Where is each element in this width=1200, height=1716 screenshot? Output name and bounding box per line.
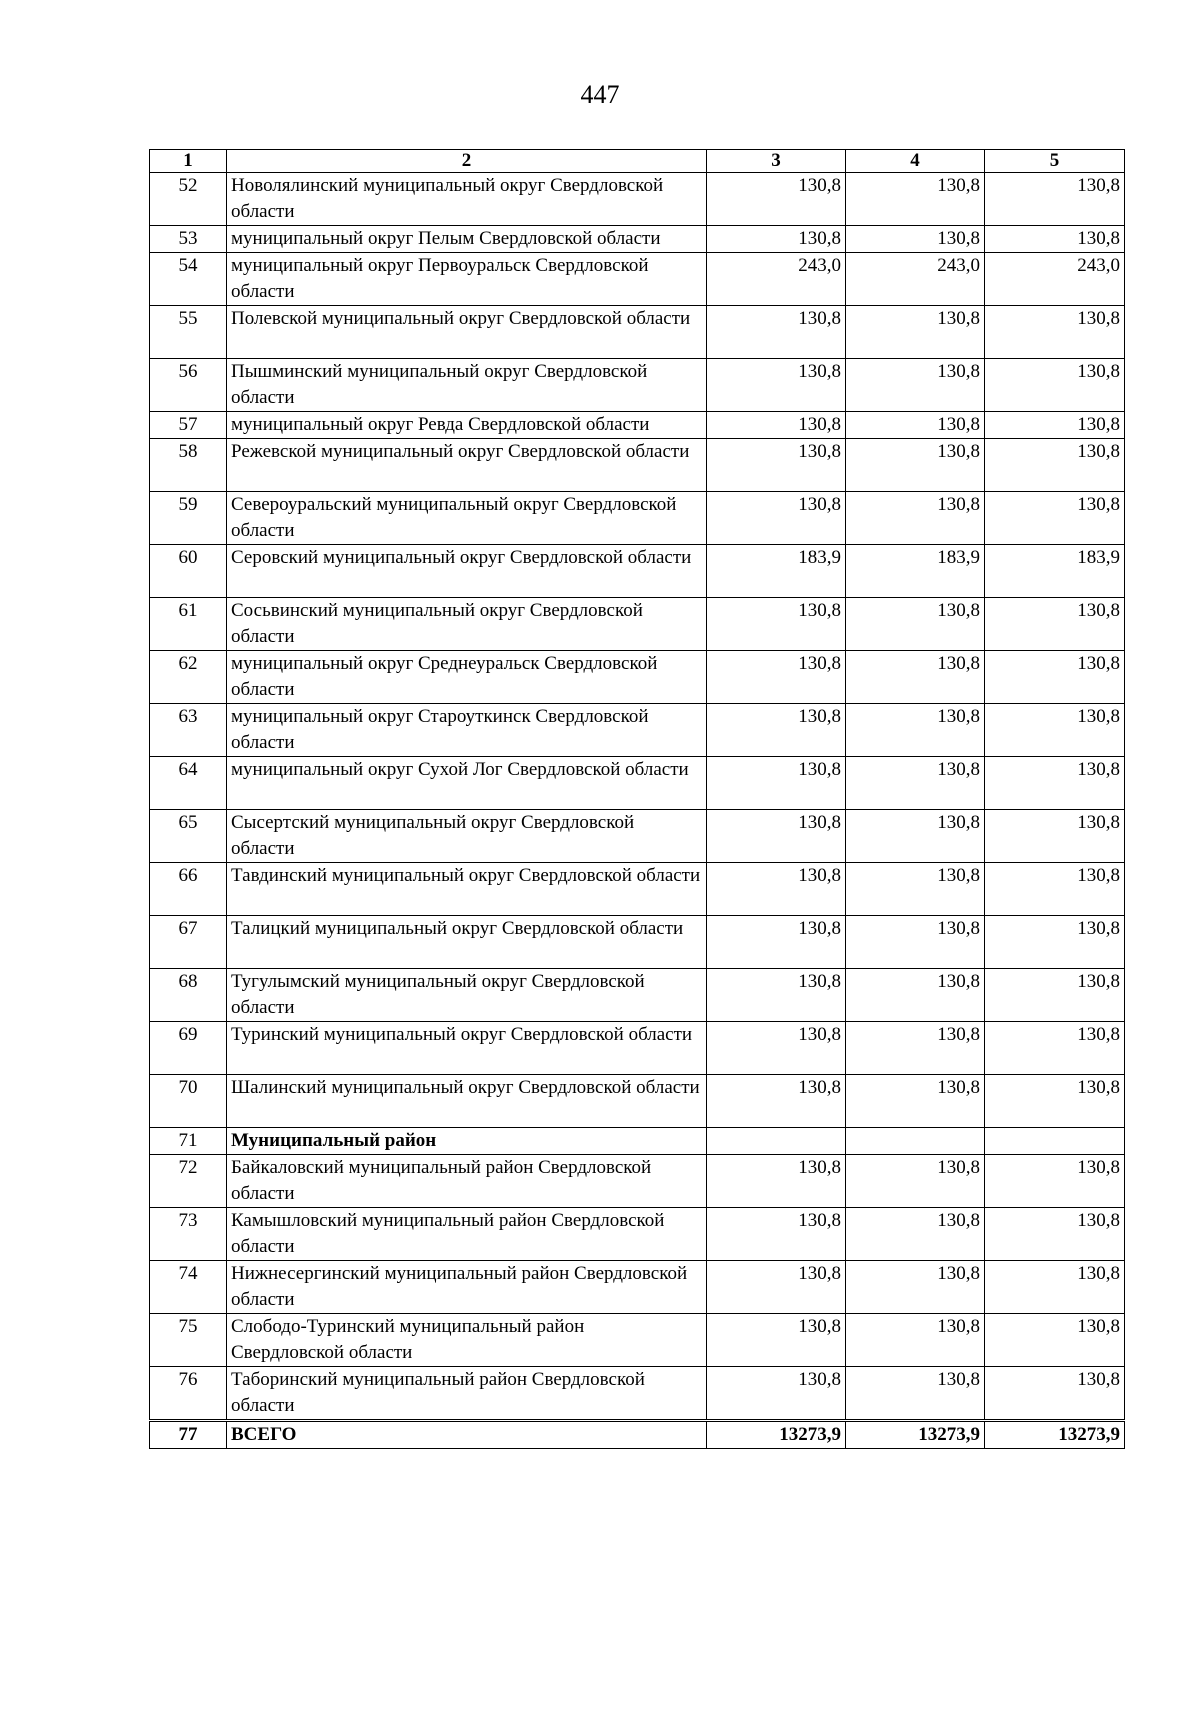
row-value-col4-cell: 130,8 [846,757,985,810]
row-value-col3-cell: 130,8 [707,439,846,492]
table-row [150,253,1125,306]
column-header-2: 2 [227,150,707,173]
row-value-col5-cell: 130,8 [985,598,1125,651]
row-value-col4-cell: 130,8 [846,226,985,253]
row-value-col4-cell: 130,8 [846,359,985,412]
row-value-col3-cell: 130,8 [707,916,846,969]
row-number-cell: 62 [150,651,227,704]
row-number-cell: 59 [150,492,227,545]
row-number-cell: 55 [150,306,227,359]
row-number-cell: 60 [150,545,227,598]
table-row [150,810,1125,863]
row-value-col3-cell: 130,8 [707,1022,846,1075]
table-row [150,359,1125,412]
row-value-col5-cell: 130,8 [985,412,1125,439]
row-name-cell: Талицкий муниципальный округ Свердловской области [227,916,707,969]
table-row [150,1367,1125,1421]
row-name-cell: Нижнесергинский муниципальный район Свердловской области [227,1261,707,1314]
row-name-cell: Пышминский муниципальный округ Свердловской области [227,359,707,412]
row-number-cell: 77 [150,1421,227,1449]
row-name-cell: муниципальный округ Ревда Свердловской области [227,412,707,439]
row-value-col5-cell: 243,0 [985,253,1125,306]
table-row [150,704,1125,757]
row-value-col3-cell: 13273,9 [707,1421,846,1449]
table-row [150,439,1125,492]
row-value-col4-cell: 130,8 [846,810,985,863]
row-name-cell: муниципальный округ Сухой Лог Свердловской области [227,757,707,810]
row-number-cell: 70 [150,1075,227,1128]
row-number-cell: 68 [150,969,227,1022]
row-value-col3-cell: 130,8 [707,1314,846,1367]
row-value-col3-cell: 130,8 [707,492,846,545]
row-number-cell: 66 [150,863,227,916]
row-number-cell: 63 [150,704,227,757]
header-row [150,150,1125,173]
row-value-col5-cell: 130,8 [985,916,1125,969]
row-name-cell: Камышловский муниципальный район Свердловской области [227,1208,707,1261]
table-row [150,651,1125,704]
row-value-col5-cell [985,1128,1125,1155]
row-value-col3-cell: 130,8 [707,226,846,253]
column-header-3: 3 [707,150,846,173]
table-row [150,1314,1125,1367]
row-value-col3-cell: 130,8 [707,651,846,704]
row-value-col5-cell: 130,8 [985,757,1125,810]
row-value-col3-cell: 243,0 [707,253,846,306]
row-value-col5-cell: 130,8 [985,863,1125,916]
page-number: 447 [580,80,620,109]
row-value-col3-cell: 130,8 [707,412,846,439]
row-value-col5-cell: 130,8 [985,492,1125,545]
total-row [150,1421,1125,1449]
table-row [150,545,1125,598]
row-value-col3-cell: 130,8 [707,1075,846,1128]
table-row [150,1208,1125,1261]
row-name-cell: Режевской муниципальный округ Свердловской области [227,439,707,492]
row-value-col4-cell: 130,8 [846,439,985,492]
row-value-col3-cell: 130,8 [707,1155,846,1208]
data-table [149,149,1125,1449]
row-name-cell: муниципальный округ Первоуральск Свердловской области [227,253,707,306]
row-value-col3-cell: 130,8 [707,704,846,757]
table-row [150,173,1125,226]
row-number-cell: 75 [150,1314,227,1367]
row-value-col4-cell: 243,0 [846,253,985,306]
row-value-col5-cell: 130,8 [985,1075,1125,1128]
row-number-cell: 69 [150,1022,227,1075]
row-value-col4-cell: 130,8 [846,492,985,545]
row-value-col5-cell: 130,8 [985,704,1125,757]
row-name-cell: муниципальный округ Староуткинск Свердловской области [227,704,707,757]
row-name-cell: Слободо-Туринский муниципальный район Свердловской области [227,1314,707,1367]
row-number-cell: 61 [150,598,227,651]
row-value-col4-cell: 130,8 [846,1022,985,1075]
table-row [150,306,1125,359]
table-row [150,1075,1125,1128]
row-number-cell: 72 [150,1155,227,1208]
row-value-col4-cell: 130,8 [846,1314,985,1367]
table-row [150,969,1125,1022]
row-name-cell: Сосьвинский муниципальный округ Свердловской области [227,598,707,651]
row-value-col3-cell [707,1128,846,1155]
row-name-cell: Новолялинский муниципальный округ Свердловской области [227,173,707,226]
row-value-col5-cell: 183,9 [985,545,1125,598]
row-value-col4-cell: 130,8 [846,1208,985,1261]
row-value-col4-cell: 130,8 [846,651,985,704]
row-name-cell: Полевской муниципальный округ Свердловской области [227,306,707,359]
row-value-col3-cell: 130,8 [707,969,846,1022]
row-value-col4-cell: 130,8 [846,1367,985,1421]
table-row [150,916,1125,969]
row-value-col5-cell: 130,8 [985,359,1125,412]
row-value-col5-cell: 130,8 [985,173,1125,226]
row-value-col4-cell: 130,8 [846,916,985,969]
row-value-col4-cell: 130,8 [846,863,985,916]
row-value-col4-cell: 130,8 [846,969,985,1022]
section-row [150,1128,1125,1155]
row-name-cell: Сысертский муниципальный округ Свердловской области [227,810,707,863]
row-number-cell: 53 [150,226,227,253]
row-number-cell: 58 [150,439,227,492]
row-value-col3-cell: 183,9 [707,545,846,598]
row-number-cell: 76 [150,1367,227,1421]
row-name-cell: Туринский муниципальный округ Свердловской области [227,1022,707,1075]
row-number-cell: 71 [150,1128,227,1155]
row-value-col5-cell: 130,8 [985,810,1125,863]
row-value-col3-cell: 130,8 [707,810,846,863]
row-value-col4-cell: 13273,9 [846,1421,985,1449]
table-row [150,1261,1125,1314]
table-row [150,757,1125,810]
row-number-cell: 67 [150,916,227,969]
row-value-col5-cell: 130,8 [985,1314,1125,1367]
row-value-col4-cell: 130,8 [846,1075,985,1128]
row-value-col5-cell: 130,8 [985,969,1125,1022]
table-row [150,226,1125,253]
row-value-col3-cell: 130,8 [707,757,846,810]
table-row [150,1155,1125,1208]
row-value-col4-cell: 130,8 [846,173,985,226]
row-value-col4-cell [846,1128,985,1155]
column-header-5: 5 [985,150,1125,173]
row-name-cell: ВСЕГО [227,1421,707,1449]
column-header-4: 4 [846,150,985,173]
row-value-col5-cell: 130,8 [985,439,1125,492]
row-name-cell: муниципальный округ Пелым Свердловской области [227,226,707,253]
row-value-col3-cell: 130,8 [707,1367,846,1421]
row-value-col5-cell: 13273,9 [985,1421,1125,1449]
row-name-cell: Шалинский муниципальный округ Свердловской области [227,1075,707,1128]
row-value-col3-cell: 130,8 [707,359,846,412]
row-name-cell: Североуральский муниципальный округ Свердловской области [227,492,707,545]
row-value-col5-cell: 130,8 [985,1261,1125,1314]
row-value-col5-cell: 130,8 [985,1022,1125,1075]
row-name-cell: Серовский муниципальный округ Свердловской области [227,545,707,598]
row-value-col4-cell: 130,8 [846,598,985,651]
row-name-cell: Тавдинский муниципальный округ Свердловской области [227,863,707,916]
row-name-cell: муниципальный округ Среднеуральск Свердловской области [227,651,707,704]
row-number-cell: 52 [150,173,227,226]
row-name-cell: Байкаловский муниципальный район Свердловской области [227,1155,707,1208]
row-value-col3-cell: 130,8 [707,863,846,916]
table-row [150,492,1125,545]
row-number-cell: 56 [150,359,227,412]
row-value-col5-cell: 130,8 [985,226,1125,253]
table-row [150,598,1125,651]
row-number-cell: 57 [150,412,227,439]
row-value-col3-cell: 130,8 [707,173,846,226]
table-row [150,863,1125,916]
row-value-col3-cell: 130,8 [707,1208,846,1261]
row-value-col4-cell: 130,8 [846,1261,985,1314]
row-number-cell: 74 [150,1261,227,1314]
row-value-col3-cell: 130,8 [707,598,846,651]
row-value-col3-cell: 130,8 [707,1261,846,1314]
row-number-cell: 54 [150,253,227,306]
row-value-col3-cell: 130,8 [707,306,846,359]
row-name-cell: Муниципальный район [227,1128,707,1155]
row-value-col4-cell: 183,9 [846,545,985,598]
row-value-col4-cell: 130,8 [846,704,985,757]
row-value-col4-cell: 130,8 [846,1155,985,1208]
table-body [150,173,1125,1449]
row-value-col5-cell: 130,8 [985,1208,1125,1261]
row-value-col5-cell: 130,8 [985,306,1125,359]
row-value-col5-cell: 130,8 [985,1155,1125,1208]
row-number-cell: 64 [150,757,227,810]
row-value-col4-cell: 130,8 [846,306,985,359]
row-number-cell: 73 [150,1208,227,1261]
table-row [150,412,1125,439]
row-value-col4-cell: 130,8 [846,412,985,439]
row-name-cell: Тугулымский муниципальный округ Свердловской области [227,969,707,1022]
row-value-col5-cell: 130,8 [985,1367,1125,1421]
row-name-cell: Таборинский муниципальный район Свердловской области [227,1367,707,1421]
table-row [150,1022,1125,1075]
row-number-cell: 65 [150,810,227,863]
column-header-1: 1 [150,150,227,173]
row-value-col5-cell: 130,8 [985,651,1125,704]
